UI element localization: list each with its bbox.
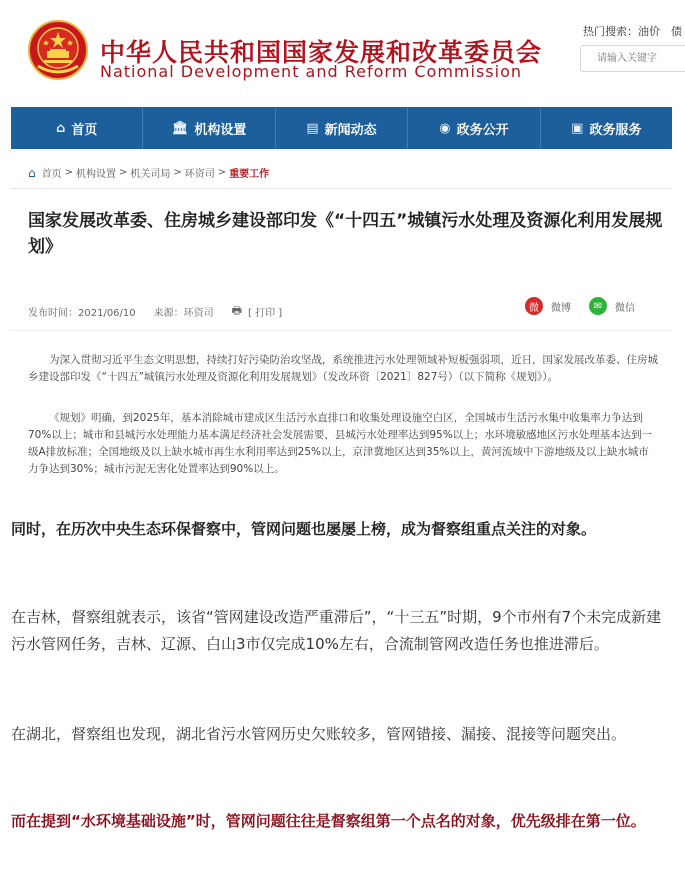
share-bar	[507, 297, 635, 315]
breadcrumb-current: 重要工作	[229, 169, 270, 180]
article-title: 国家发展改革委、住房城乡建设部印发《“十四五”城镇污水处理及资源化利用发展规划》	[28, 211, 663, 257]
news-icon: ▤	[306, 120, 319, 136]
wechat-icon: ✉	[589, 297, 607, 315]
publish-date: 发布时间：2021/06/10	[28, 308, 136, 319]
article-source: 来源：环资司	[153, 308, 214, 319]
divider	[11, 330, 672, 331]
breadcrumb-item[interactable]: 机构设置	[76, 169, 117, 180]
home-icon: ⌂	[28, 165, 36, 180]
document-icon: ▣	[571, 120, 584, 136]
article-paragraph: 为深入贯彻习近平生态文明思想，持续打好污染防治攻坚战，系统推进污水处理领域补短板强弱项，近日，国家发展改革委、住房城乡建设部印发《“十四五”城镇污水处理及资源化利用发展规划》（发改环资〔2021〕827号）（以下简称《规划》）。	[28, 354, 658, 383]
breadcrumb-separator: >	[64, 167, 74, 178]
hot-search[interactable]: 热门搜索：油价 债	[583, 25, 682, 38]
nav-label: 政务服务	[589, 122, 642, 138]
printer-icon: 🖶	[231, 304, 243, 317]
broadcast-icon: ◉	[439, 120, 451, 136]
article-meta	[28, 302, 282, 321]
commentary-highlight: 而在提到“水环境基础设施”时，管网问题往往是督察组第一个点名的对象，优先级排在第一位。	[11, 812, 646, 830]
divider	[11, 188, 672, 189]
site-title-en: National Development and Reform Commission	[100, 62, 522, 81]
commentary-paragraph: 在吉林，督察组就表示，该省“管网建设改造严重滞后”，“十三五”时期，9个市州有7个未完成新建污水管网任务，吉林、辽源、白山3市仅完成10%左右，合流制管网改造任务也推进滞后。	[11, 608, 662, 653]
share-weibo-button[interactable]	[525, 297, 571, 315]
nav-label: 政务公开	[456, 122, 509, 138]
nav-organization[interactable]	[143, 107, 275, 149]
breadcrumb-separator: >	[173, 167, 182, 178]
share-wechat-button[interactable]	[589, 297, 635, 315]
site-title-cn: 中华人民共和国国家发展和改革委员会	[100, 38, 543, 67]
search-input[interactable]	[580, 45, 685, 72]
article-paragraph: 《规划》明确，到2025年，基本消除城市建成区生活污水直排口和收集处理设施空白区，全国城市生活污水集中收集率力争达到70%以上；城市和县城污水处理能力基本满足经济社会发展需要，县城污水处理率达到95%以上；水环境敏感地区污水处理基本达到一级A排放标准；全国地级及以上缺水城市再生水利用率达到25%以上，京津冀地区达到35%以上，黄河流域中下游地级及以上缺水城市力争达到30%；城市污泥无害化处置率达到90%以上。	[28, 412, 653, 475]
breadcrumb-item[interactable]: 机关司局	[130, 169, 171, 180]
commentary-paragraph: 在湖北，督察组也发现，湖北省污水管网历史欠账较多，管网错接、漏接、混接等问题突出。	[11, 725, 627, 743]
nav-home[interactable]	[11, 107, 143, 149]
nav-label: 机构设置	[194, 122, 247, 138]
nav-public-affairs[interactable]	[408, 107, 540, 149]
weibo-icon: 微	[525, 297, 543, 315]
building-icon: 🏛	[171, 120, 189, 136]
national-emblem-icon	[28, 20, 88, 80]
nav-label: 新闻动态	[324, 122, 377, 138]
main-nav	[11, 107, 672, 149]
share-wechat-label: 微信	[615, 302, 635, 314]
print-link[interactable]: [ 打印 ]	[248, 308, 283, 319]
breadcrumb	[28, 165, 269, 180]
nav-label: 首页	[71, 122, 98, 138]
share-weibo-label: 微博	[551, 302, 571, 314]
commentary-paragraph: 同时，在历次中央生态环保督察中，管网问题也屡屡上榜，成为督察组重点关注的对象。	[11, 520, 597, 538]
site-header	[0, 0, 685, 105]
home-icon: ⌂	[56, 120, 66, 136]
nav-services[interactable]	[541, 107, 672, 149]
breadcrumb-separator: >	[217, 167, 227, 178]
nav-news[interactable]	[276, 107, 408, 149]
breadcrumb-separator: >	[119, 167, 128, 178]
breadcrumb-item[interactable]: 首页	[41, 169, 62, 180]
breadcrumb-item[interactable]: 环资司	[184, 169, 215, 180]
